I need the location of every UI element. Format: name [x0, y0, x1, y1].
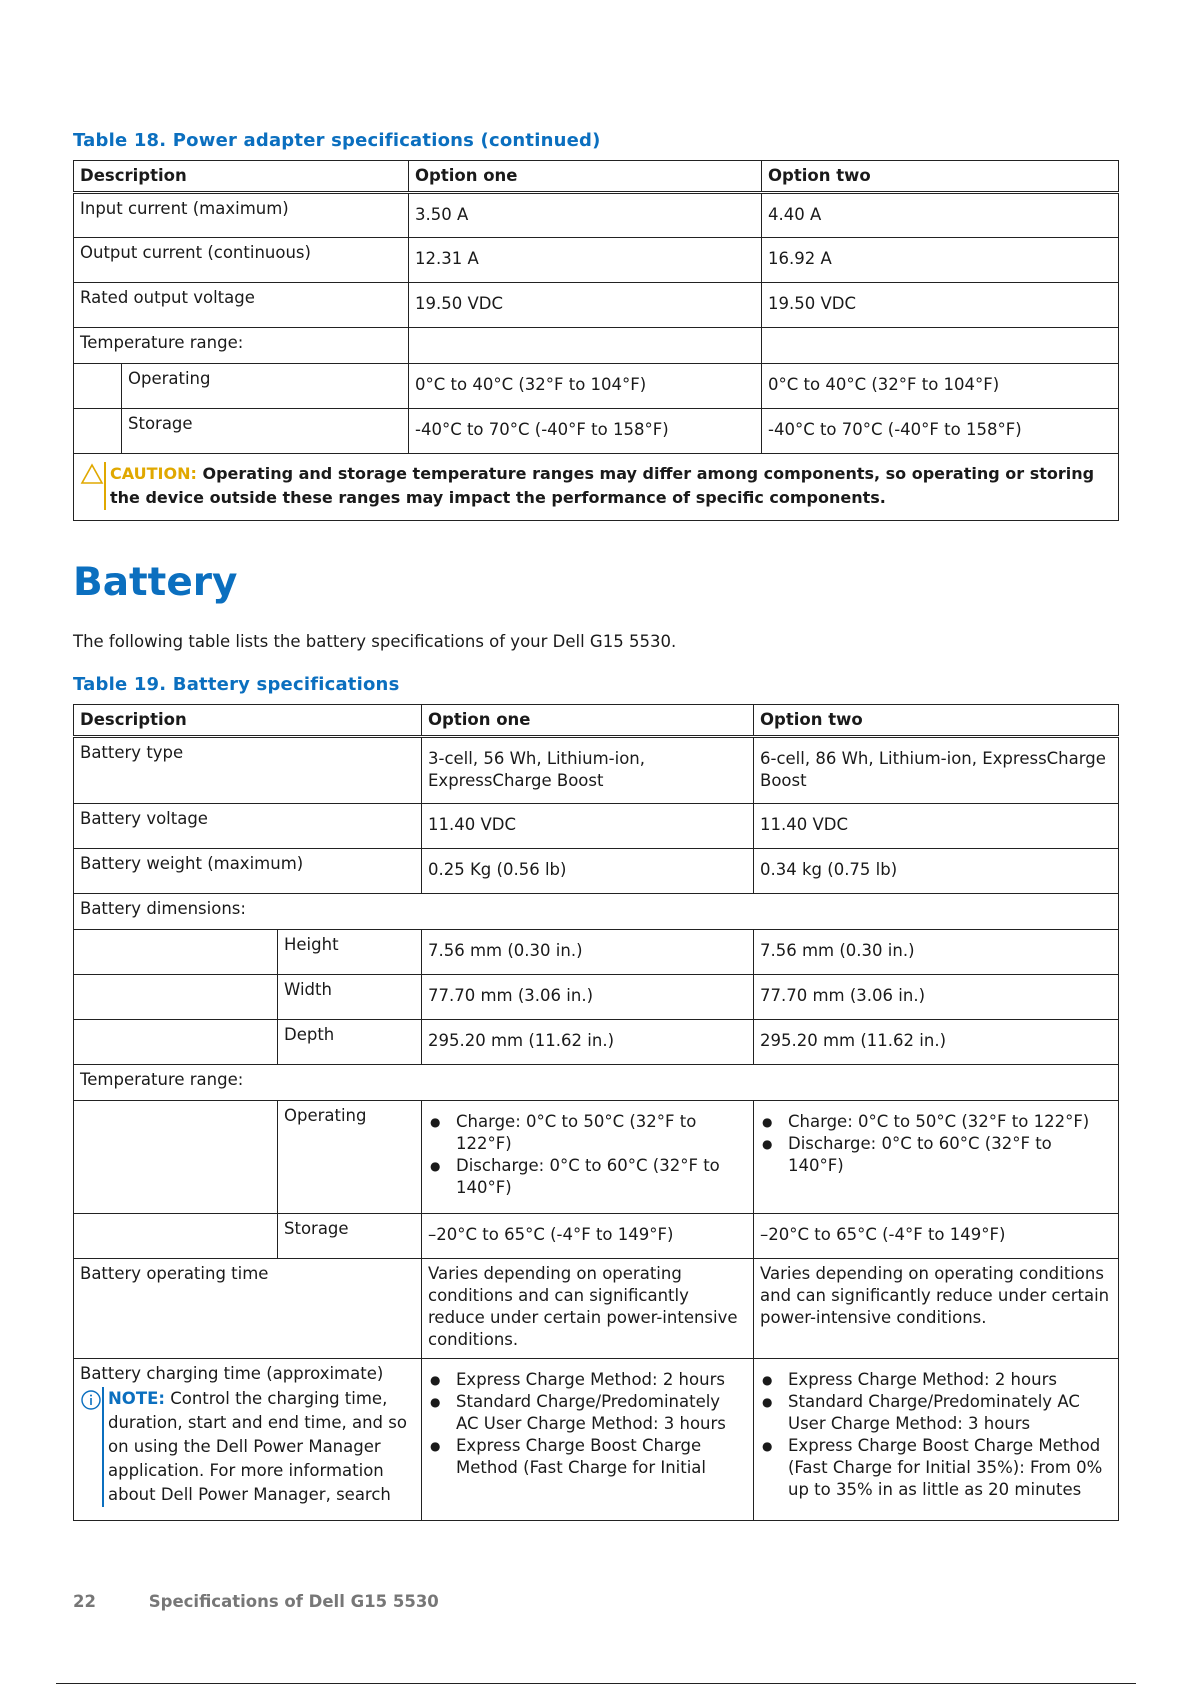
footer-title: Specifications of Dell G15 5530	[148, 1592, 439, 1611]
storage-label: Storage	[278, 1214, 422, 1259]
width-label: Width	[278, 975, 422, 1020]
info-icon	[80, 1387, 102, 1417]
battery-type-label: Battery type	[74, 737, 422, 804]
table-row	[74, 737, 1119, 804]
table-row	[74, 1101, 1119, 1214]
battery-weight-two: 0.34 kg (0.75 lb)	[754, 849, 1119, 894]
operating-time-one: Varies depending on operating conditions and can significantly reduce under certain power-intensive conditions.	[422, 1259, 754, 1359]
storage-option-two: -40°C to 70°C (-40°F to 158°F)	[762, 409, 1119, 454]
battery-voltage-label: Battery voltage	[74, 804, 422, 849]
height-label: Height	[278, 930, 422, 975]
header-option-two: Option two	[754, 705, 1119, 737]
operating-label: Operating	[278, 1101, 422, 1214]
table-row	[74, 1020, 1119, 1065]
list-item: ● Express Charge Boost Charge Method (Fast Charge for Initial	[428, 1435, 747, 1479]
table-row	[74, 364, 1119, 409]
note-body: Control the charging time, duration, start and end time, and so on using the Dell Power Manager application. For more information about Dell Power Manager, search	[108, 1389, 407, 1504]
table-row	[74, 1065, 1119, 1101]
table-row	[74, 1214, 1119, 1259]
list-item: ● Standard Charge/Predominately AC User Charge Method: 3 hours	[428, 1391, 747, 1435]
page-footer	[73, 1592, 439, 1611]
battery-weight-label: Battery weight (maximum)	[74, 849, 422, 894]
table-row	[74, 894, 1119, 930]
row-option-two: 16.92 A	[762, 238, 1119, 283]
battery-weight-one: 0.25 Kg (0.56 lb)	[422, 849, 754, 894]
operating-time-two: Varies depending on operating conditions and can significantly reduce under certain power-intensive conditions.	[754, 1259, 1119, 1359]
table-row	[74, 409, 1119, 454]
width-one: 77.70 mm (3.06 in.)	[422, 975, 754, 1020]
charging-time-label: Battery charging time (approximate)	[80, 1364, 384, 1383]
table-row	[74, 975, 1119, 1020]
table-row	[74, 804, 1119, 849]
table-row	[74, 238, 1119, 283]
depth-label: Depth	[278, 1020, 422, 1065]
caution-body: Operating and storage temperature ranges may differ among components, so operating or storing the device outside these ranges may impact the performance of specific components.	[110, 464, 1095, 507]
storage-one: –20°C to 65°C (-4°F to 149°F)	[422, 1214, 754, 1259]
table-19-caption: Table 19. Battery specifications	[73, 674, 400, 695]
operating-option-two: 0°C to 40°C (32°F to 104°F)	[762, 364, 1119, 409]
caution-cell	[74, 454, 1119, 521]
row-desc: Output current (continuous)	[74, 238, 409, 283]
table-row	[74, 849, 1119, 894]
operating-one	[422, 1101, 754, 1214]
battery-type-one: 3-cell, 56 Wh, Lithium-ion, ExpressCharge Boost	[422, 737, 754, 804]
depth-two: 295.20 mm (11.62 in.)	[754, 1020, 1119, 1065]
width-two: 77.70 mm (3.06 in.)	[754, 975, 1119, 1020]
storage-option-one: -40°C to 70°C (-40°F to 158°F)	[409, 409, 762, 454]
caution-row	[74, 454, 1119, 521]
list-item: ● Standard Charge/Predominately AC User Charge Method: 3 hours	[760, 1391, 1112, 1435]
operating-time-label: Battery operating time	[74, 1259, 422, 1359]
note-text	[102, 1387, 415, 1507]
list-item: ● Charge: 0°C to 50°C (32°F to 122°F)	[428, 1111, 747, 1155]
warning-triangle-icon	[80, 462, 104, 492]
temp-range-label: Temperature range:	[74, 328, 409, 364]
table-header-row	[74, 705, 1119, 737]
list-item: ● Express Charge Method: 2 hours	[760, 1369, 1112, 1391]
height-two: 7.56 mm (0.30 in.)	[754, 930, 1119, 975]
indent-cell	[74, 1101, 278, 1214]
indent-cell	[74, 975, 278, 1020]
temp-range-label: Temperature range:	[74, 1065, 1119, 1101]
indent-cell	[74, 1020, 278, 1065]
list-item: ● Charge: 0°C to 50°C (32°F to 122°F)	[760, 1111, 1112, 1133]
row-option-two: 4.40 A	[762, 193, 1119, 238]
charging-time-one	[422, 1359, 754, 1521]
battery-voltage-two: 11.40 VDC	[754, 804, 1119, 849]
battery-specs-table	[73, 704, 1119, 1521]
battery-voltage-one: 11.40 VDC	[422, 804, 754, 849]
empty-cell	[409, 328, 762, 364]
indent-cell	[74, 409, 122, 454]
note-label: NOTE:	[108, 1389, 165, 1408]
table-row	[74, 930, 1119, 975]
row-option-one: 19.50 VDC	[409, 283, 762, 328]
caution-label: CAUTION:	[110, 464, 197, 483]
operating-option-one: 0°C to 40°C (32°F to 104°F)	[409, 364, 762, 409]
table-row	[74, 328, 1119, 364]
list-item: ● Express Charge Method: 2 hours	[428, 1369, 747, 1391]
header-description: Description	[74, 161, 409, 193]
table-row	[74, 1359, 1119, 1521]
operating-two	[754, 1101, 1119, 1214]
row-desc: Input current (maximum)	[74, 193, 409, 238]
row-desc: Rated output voltage	[74, 283, 409, 328]
header-option-two: Option two	[762, 161, 1119, 193]
list-item: ● Discharge: 0°C to 60°C (32°F to 140°F)	[760, 1133, 1112, 1177]
list-item: ● Express Charge Boost Charge Method (Fast Charge for Initial 35%): From 0% up to 35% in as little as 20 minutes	[760, 1435, 1112, 1501]
height-one: 7.56 mm (0.30 in.)	[422, 930, 754, 975]
indent-cell	[74, 930, 278, 975]
battery-intro: The following table lists the battery specifications of your Dell G15 5530.	[73, 632, 677, 651]
power-adapter-table	[73, 160, 1119, 521]
table-row	[74, 1259, 1119, 1359]
operating-label: Operating	[122, 364, 409, 409]
indent-cell	[74, 1214, 278, 1259]
indent-cell	[74, 364, 122, 409]
header-option-one: Option one	[422, 705, 754, 737]
row-option-two: 19.50 VDC	[762, 283, 1119, 328]
charging-time-cell	[74, 1359, 422, 1521]
storage-two: –20°C to 65°C (-4°F to 149°F)	[754, 1214, 1119, 1259]
list-item: ● Discharge: 0°C to 60°C (32°F to 140°F)	[428, 1155, 747, 1199]
row-option-one: 12.31 A	[409, 238, 762, 283]
storage-label: Storage	[122, 409, 409, 454]
battery-dimensions-label: Battery dimensions:	[74, 894, 1119, 930]
header-option-one: Option one	[409, 161, 762, 193]
header-description: Description	[74, 705, 422, 737]
row-option-one: 3.50 A	[409, 193, 762, 238]
table-header-row	[74, 161, 1119, 193]
charging-time-two	[754, 1359, 1119, 1521]
empty-cell	[762, 328, 1119, 364]
caution-text	[104, 462, 1110, 510]
battery-type-two: 6-cell, 86 Wh, Lithium-ion, ExpressCharge Boost	[754, 737, 1119, 804]
battery-heading: Battery	[73, 560, 238, 605]
table-row	[74, 193, 1119, 238]
page-number: 22	[73, 1592, 96, 1611]
table-18-caption: Table 18. Power adapter specifications (continued)	[73, 130, 601, 151]
table-row	[74, 283, 1119, 328]
depth-one: 295.20 mm (11.62 in.)	[422, 1020, 754, 1065]
